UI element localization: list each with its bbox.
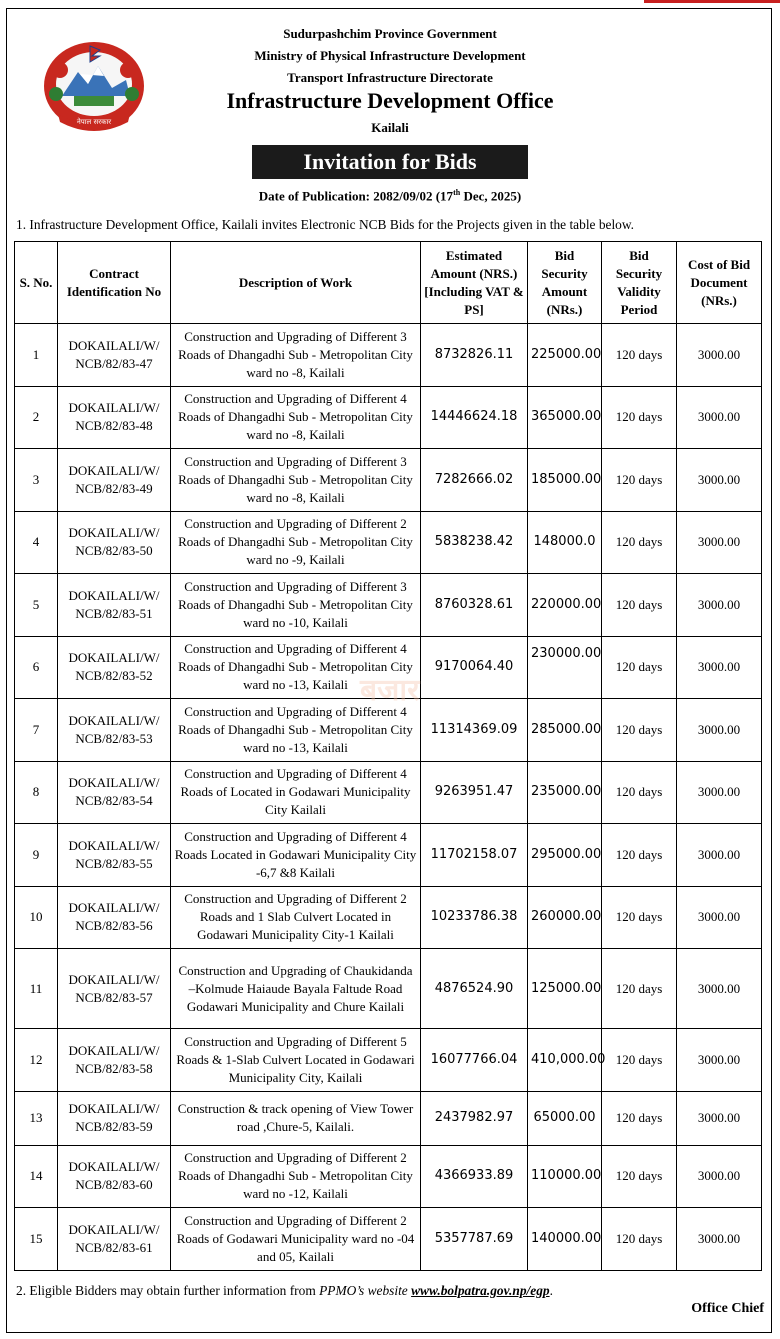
cell-estimate: 16077766.04 [421,1029,528,1092]
cell-description: Construction and Upgrading of Different 4 Roads of Dhangadhi Sub - Metropolitan City ward no -8, Kailali [171,386,421,449]
cell-contract-id: DOKAILALI/W/ NCB/82/83-47 [58,324,171,387]
cell-contract-id: DOKAILALI/W/ NCB/82/83-52 [58,636,171,699]
cell-description: Construction and Upgrading of Different 3 Roads of Dhangadhi Sub - Metropolitan City ward no -8, Kailali [171,324,421,387]
cell-validity: 120 days [602,511,677,574]
cell-security: 365000.00 [528,386,602,449]
table-row [15,1145,762,1208]
cell-validity: 120 days [602,949,677,1029]
cell-description: Construction and Upgrading of Chaukidanda –Kolmude Haiaude Bayala Faltude Road Godawari Municipality and Chure Kailali [171,949,421,1029]
cell-description: Construction and Upgrading of Different 4 Roads Located in Godawari Municipality City -6,7 &8 Kailali [171,824,421,887]
cell-validity: 120 days [602,324,677,387]
cell-cost: 3000.00 [677,1029,762,1092]
cell-cost: 3000.00 [677,949,762,1029]
cell-contract-id: DOKAILALI/W/ NCB/82/83-57 [58,949,171,1029]
cell-description: Construction and Upgrading of Different 2 Roads of Godawari Municipality ward no -04 and 05, Kailali [171,1208,421,1271]
cell-description: Construction & track opening of View Tower road ,Chure-5, Kailali. [171,1091,421,1145]
cell-security: 125000.00 [528,949,602,1029]
cell-estimate: 9170064.40 [421,636,528,699]
signature-office-chief: Office Chief [691,1301,764,1316]
cell-description: Construction and Upgrading of Different 5 Roads & 1-Slab Culvert Located in Godawari Municipality City, Kailali [171,1029,421,1092]
cell-estimate: 8760328.61 [421,574,528,637]
cell-cost: 3000.00 [677,761,762,824]
cell-sn: 6 [15,636,58,699]
cell-estimate: 9263951.47 [421,761,528,824]
cell-contract-id: DOKAILALI/W/ NCB/82/83-56 [58,886,171,949]
cell-sn: 1 [15,324,58,387]
cell-cost: 3000.00 [677,886,762,949]
table-header-row [15,242,762,324]
col-header-sn: S. No. [15,242,58,324]
cell-security: 220000.00 [528,574,602,637]
cell-cost: 3000.00 [677,324,762,387]
table-row [15,1208,762,1271]
bids-table [14,241,762,1271]
cell-description: Construction and Upgrading of Different 2 Roads of Dhangadhi Sub - Metropolitan City ward no -9, Kailali [171,511,421,574]
province-government-heading: Sudurpashchim Province Government [283,26,497,41]
cell-validity: 120 days [602,386,677,449]
cell-contract-id: DOKAILALI/W/ NCB/82/83-55 [58,824,171,887]
cell-security: 285000.00 [528,699,602,762]
cell-security: 260000.00 [528,886,602,949]
cell-security: 230000.00 [528,636,602,699]
cell-estimate: 14446624.18 [421,386,528,449]
col-header-cost: Cost of Bid Document (NRs.) [677,242,762,324]
cell-validity: 120 days [602,449,677,512]
cell-estimate: 4366933.89 [421,1145,528,1208]
cell-description: Construction and Upgrading of Different 3 Roads of Dhangadhi Sub - Metropolitan City ward no -10, Kailali [171,574,421,637]
table-row [15,386,762,449]
cell-validity: 120 days [602,1145,677,1208]
cell-cost: 3000.00 [677,1208,762,1271]
table-row [15,886,762,949]
table-row [15,574,762,637]
cell-estimate: 10233786.38 [421,886,528,949]
cell-cost: 3000.00 [677,636,762,699]
cell-estimate: 4876524.90 [421,949,528,1029]
cell-sn: 13 [15,1091,58,1145]
office-title: Infrastructure Development Office [226,88,554,113]
cell-cost: 3000.00 [677,386,762,449]
cell-sn: 9 [15,824,58,887]
cell-sn: 11 [15,949,58,1029]
cell-security: 148000.0 [528,511,602,574]
ministry-heading: Ministry of Physical Infrastructure Development [254,48,526,63]
intro-paragraph: 1. Infrastructure Development Office, Kailali invites Electronic NCB Bids for the Projects given in the table below. [16,217,635,232]
cell-security: 110000.00 [528,1145,602,1208]
top-accent-bar [644,0,780,3]
invitation-banner: Invitation for Bids [252,145,528,179]
table-row [15,1029,762,1092]
cell-contract-id: DOKAILALI/W/ NCB/82/83-60 [58,1145,171,1208]
cell-contract-id: DOKAILALI/W/ NCB/82/83-61 [58,1208,171,1271]
table-row [15,324,762,387]
cell-contract-id: DOKAILALI/W/ NCB/82/83-48 [58,386,171,449]
publication-date: Date of Publication: 2082/09/02 (17th Dec, 2025) [258,188,522,204]
cell-sn: 10 [15,886,58,949]
cell-cost: 3000.00 [677,511,762,574]
cell-estimate: 5357787.69 [421,1208,528,1271]
cell-contract-id: DOKAILALI/W/ NCB/82/83-59 [58,1091,171,1145]
cell-contract-id: DOKAILALI/W/ NCB/82/83-54 [58,761,171,824]
cell-sn: 15 [15,1208,58,1271]
cell-contract-id: DOKAILALI/W/ NCB/82/83-53 [58,699,171,762]
table-row [15,949,762,1029]
cell-estimate: 11314369.09 [421,699,528,762]
table-row [15,761,762,824]
cell-description: Construction and Upgrading of Different 2 Roads of Dhangadhi Sub - Metropolitan City ward no -12, Kailali [171,1145,421,1208]
cell-security: 235000.00 [528,761,602,824]
cell-contract-id: DOKAILALI/W/ NCB/82/83-58 [58,1029,171,1092]
cell-contract-id: DOKAILALI/W/ NCB/82/83-49 [58,449,171,512]
cell-sn: 4 [15,511,58,574]
cell-estimate: 5838238.42 [421,511,528,574]
cell-contract-id: DOKAILALI/W/ NCB/82/83-51 [58,574,171,637]
district-name: Kailali [371,120,409,135]
cell-sn: 7 [15,699,58,762]
watermark: बजार [360,673,420,708]
cell-validity: 120 days [602,886,677,949]
cell-security: 225000.00 [528,324,602,387]
cell-validity: 120 days [602,1029,677,1092]
table-row [15,824,762,887]
cell-validity: 120 days [602,574,677,637]
cell-estimate: 2437982.97 [421,1091,528,1145]
cell-validity: 120 days [602,824,677,887]
col-header-validity: Bid Security Validity Period [602,242,677,324]
cell-sn: 14 [15,1145,58,1208]
table-row [15,1091,762,1145]
cell-security: 410,000.00 [528,1029,602,1092]
cell-cost: 3000.00 [677,824,762,887]
svg-text:नेपाल सरकार: नेपाल सरकार [76,118,112,126]
cell-description: Construction and Upgrading of Different 4 Roads of Dhangadhi Sub - Metropolitan City ward no -13, Kailali [171,699,421,762]
cell-validity: 120 days [602,761,677,824]
cell-security: 185000.00 [528,449,602,512]
cell-sn: 2 [15,386,58,449]
cell-validity: 120 days [602,1091,677,1145]
bolpatra-link[interactable]: www.bolpatra.gov.np/egp [411,1283,550,1298]
col-header-security: Bid Security Amount (NRs.) [528,242,602,324]
info-paragraph: 2. Eligible Bidders may obtain further information from PPMO’s website www.bolpatra.gov.np/egp. [16,1283,553,1298]
cell-sn: 8 [15,761,58,824]
cell-cost: 3000.00 [677,699,762,762]
cell-description: Construction and Upgrading of Different 4 Roads of Dhangadhi Sub - Metropolitan City ward no -13, Kailali [171,636,421,699]
cell-security: 140000.00 [528,1208,602,1271]
cell-security: 65000.00 [528,1091,602,1145]
cell-estimate: 11702158.07 [421,824,528,887]
col-header-contract: Contract Identification No [58,242,171,324]
table-row [15,449,762,512]
cell-sn: 3 [15,449,58,512]
cell-description: Construction and Upgrading of Different 3 Roads of Dhangadhi Sub - Metropolitan City ward no -8, Kailali [171,449,421,512]
cell-sn: 5 [15,574,58,637]
cell-cost: 3000.00 [677,574,762,637]
cell-validity: 120 days [602,699,677,762]
cell-cost: 3000.00 [677,1145,762,1208]
col-header-description: Description of Work [171,242,421,324]
directorate-heading: Transport Infrastructure Directorate [287,70,493,85]
cell-description: Construction and Upgrading of Different 4 Roads of Located in Godawari Municipality City Kailali [171,761,421,824]
cell-sn: 12 [15,1029,58,1092]
table-row [15,511,762,574]
cell-estimate: 7282666.02 [421,449,528,512]
cell-cost: 3000.00 [677,449,762,512]
cell-description: Construction and Upgrading of Different 2 Roads and 1 Slab Culvert Located in Godawari Municipality City-1 Kailali [171,886,421,949]
col-header-estimate: Estimated Amount (NRS.) [Including VAT & PS] [421,242,528,324]
cell-validity: 120 days [602,1208,677,1271]
cell-validity: 120 days [602,636,677,699]
cell-estimate: 8732826.11 [421,324,528,387]
cell-cost: 3000.00 [677,1091,762,1145]
cell-contract-id: DOKAILALI/W/ NCB/82/83-50 [58,511,171,574]
cell-security: 295000.00 [528,824,602,887]
